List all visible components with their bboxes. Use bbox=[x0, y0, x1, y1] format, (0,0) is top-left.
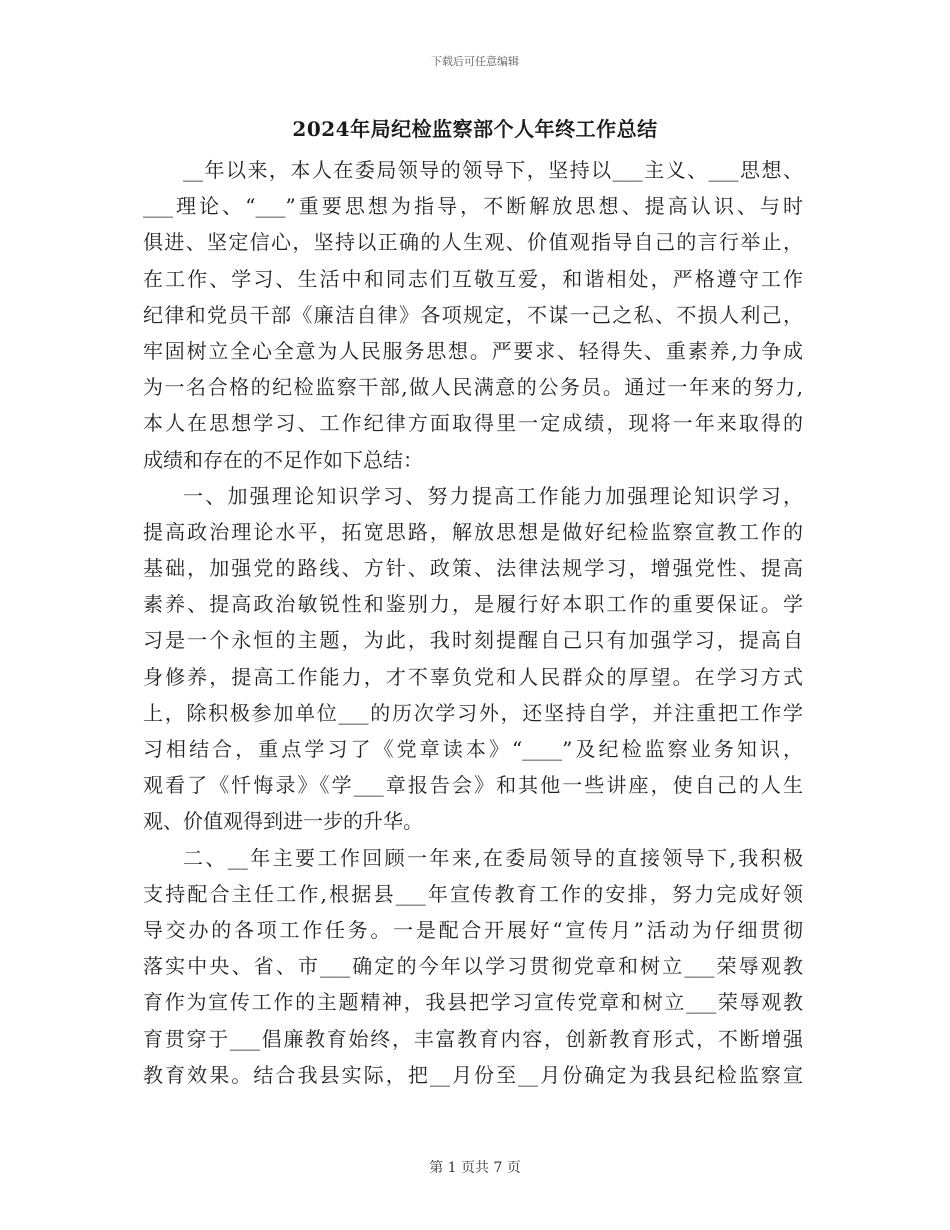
document-body bbox=[143, 152, 803, 1093]
document-title: 2024年局纪检监察部个人年终工作总结 bbox=[292, 117, 658, 141]
paragraph-line: 支持配合主任工作,根据县___年宣传教育工作的安排，努力完成好领 bbox=[143, 881, 803, 906]
paragraph-line: 育作为宣传工作的主题精神，我县把学习宣传党章和树立___荣辱观教 bbox=[143, 990, 803, 1015]
paragraph-line: 成绩和存在的不足作如下总结： bbox=[143, 447, 423, 472]
paragraph-line: 身修养，提高工作能力，才不辜负党和人民群众的厚望。在学习方式 bbox=[143, 664, 803, 689]
paragraph-line: 教育效果。结合我县实际，把__月份至__月份确定为我县纪检监察宣 bbox=[143, 1062, 803, 1087]
paragraph-line: ___理论、“___”重要思想为指导，不断解放思想、提高认识、与时 bbox=[143, 194, 803, 219]
paragraph-line: 导交办的各项工作任务。一是配合开展好“宣传月”活动为仔细贯彻 bbox=[143, 917, 803, 942]
paragraph-line: 观看了《忏悔录》《学___章报告会》和其他一些讲座，使自己的人生 bbox=[143, 773, 803, 798]
page-number-footer: 第 1 页共 7 页 bbox=[429, 1160, 521, 1176]
paragraph-line: 本人在思想学习、工作纪律方面取得里一定成绩，现将一年来取得的 bbox=[143, 411, 803, 436]
paragraph-line: 观、价值观得到进一步的升华。 bbox=[143, 809, 423, 834]
paragraph-line: 为一名合格的纪检监察干部,做人民满意的公务员。通过一年来的努力, bbox=[143, 375, 803, 400]
paragraph-line: 习是一个永恒的主题，为此，我时刻提醒自己只有加强学习，提高自 bbox=[143, 628, 803, 653]
paragraph-line: 俱进、坚定信心，坚持以正确的人生观、价值观指导自己的言行举止， bbox=[143, 230, 803, 255]
paragraph-line: 提高政治理论水平，拓宽思路，解放思想是做好纪检监察宣教工作的 bbox=[143, 519, 803, 544]
section-heading-line: 二、__年主要工作回顾一年来,在委局领导的直接领导下,我积极 bbox=[183, 845, 803, 870]
paragraph-line: 上，除积极参加单位___的历次学习外，还坚持自学，并注重把工作学 bbox=[143, 700, 803, 725]
paragraph-line: 在工作、学习、生活中和同志们互敬互爱，和谐相处，严格遵守工作 bbox=[143, 266, 803, 291]
paragraph-line: 素养、提高政治敏锐性和鉴别力，是履行好本职工作的重要保证。学 bbox=[143, 592, 803, 617]
paragraph-line: 牢固树立全心全意为人民服务思想。严要求、轻得失、重素养,力争成 bbox=[143, 338, 803, 363]
paragraph-line: __年以来，本人在委局领导的领导下，坚持以___主义、___思想、 bbox=[183, 158, 803, 182]
header-note: 下载后可任意编辑 bbox=[431, 55, 519, 68]
paragraph-line: 习相结合，重点学习了《党章读本》“____”及纪检监察业务知识， bbox=[143, 737, 803, 761]
paragraph-line: 落实中央、省、市___确定的今年以学习贯彻党章和树立___荣辱观教 bbox=[143, 954, 803, 979]
paragraph-line: 育贯穿于___倡廉教育始终，丰富教育内容，创新教育形式，不断增强 bbox=[143, 1026, 803, 1051]
section-heading-line: 一、加强理论知识学习、努力提高工作能力加强理论知识学习， bbox=[183, 483, 803, 508]
paragraph-line: 纪律和党员干部《廉洁自律》各项规定，不谋一己之私、不损人利己， bbox=[143, 302, 803, 327]
paragraph-line: 基础，加强党的路线、方针、政策、法律法规学习，增强党性、提高 bbox=[143, 556, 803, 581]
